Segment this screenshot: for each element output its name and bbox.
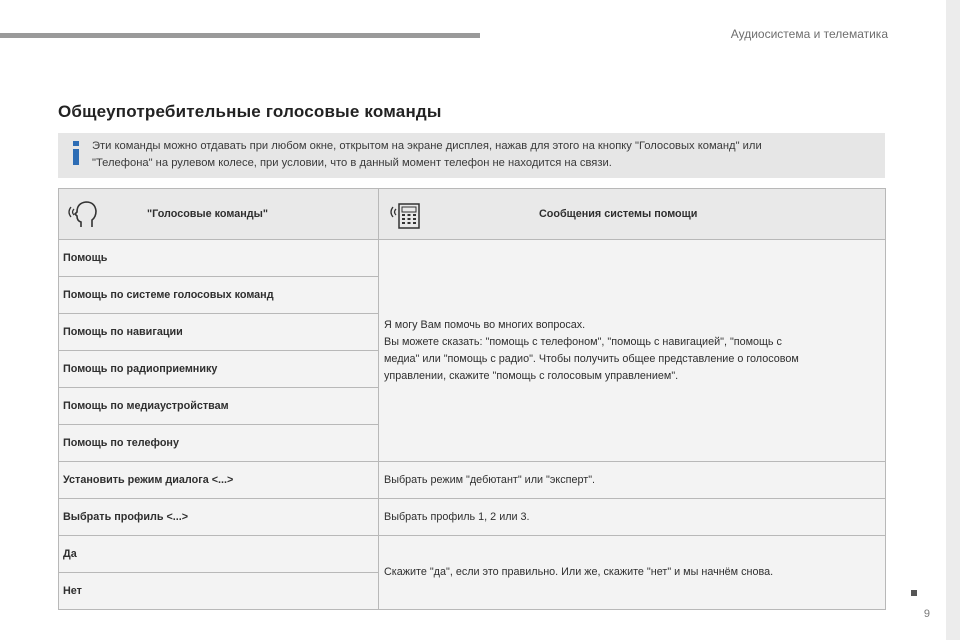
command-cell: Да <box>59 536 379 573</box>
message-cell: Выбрать профиль 1, 2 или 3. <box>379 499 886 536</box>
command-cell: Помощь по системе голосовых команд <box>59 277 379 314</box>
speaking-head-icon <box>67 197 101 231</box>
help-message-line: Вы можете сказать: "помощь с телефоном", "помощь с навигацией", "помощь с <box>384 335 782 348</box>
table-row <box>59 499 886 536</box>
help-message-line: Я могу Вам помочь во многих вопросах. <box>384 318 586 331</box>
info-text-line: "Телефона" на рулевом колесе, при условии, что в данный момент телефон не находится на связи. <box>92 157 612 169</box>
command-cell: Нет <box>59 573 379 610</box>
command-cell: Помощь по телефону <box>59 425 379 462</box>
side-strip <box>946 0 960 640</box>
command-cell: Помощь по медиаустройствам <box>59 388 379 425</box>
table-row <box>59 462 886 499</box>
command-cell: Помощь по навигации <box>59 314 379 351</box>
info-icon <box>72 141 80 165</box>
table-row <box>59 536 886 573</box>
command-cell: Помощь <box>59 240 379 277</box>
page-number: 9 <box>923 608 930 620</box>
info-box <box>58 133 885 178</box>
top-divider-bar <box>0 33 480 38</box>
header-help-messages <box>379 189 886 240</box>
header-voice-commands <box>59 189 379 240</box>
message-cell: Скажите "да", если это правильно. Или же, скажите "нет" и мы начнём снова. <box>379 536 886 610</box>
help-message-cell <box>379 240 886 462</box>
header-voice-commands-label: "Голосовые команды" <box>147 208 268 220</box>
page-title: Общеупотребительные голосовые команды <box>58 102 442 121</box>
page-marker <box>911 590 917 596</box>
message-cell: Выбрать режим "дебютант" или "эксперт". <box>379 462 886 499</box>
command-cell: Установить режим диалога <...> <box>59 462 379 499</box>
command-cell: Выбрать профиль <...> <box>59 499 379 536</box>
speaking-keypad-icon <box>387 197 421 231</box>
info-text-line: Эти команды можно отдавать при любом окне, открытом на экране дисплея, нажав для этого на кнопку "Голосовых команд" или <box>92 140 762 152</box>
header-help-messages-label: Сообщения системы помощи <box>539 208 698 220</box>
info-text <box>92 138 872 172</box>
help-message-line: медиа" или "помощь с радио". Чтобы получить общее представление о голосовом <box>384 352 799 365</box>
command-cell: Помощь по радиоприемнику <box>59 351 379 388</box>
section-title: Аудиосистема и телематика <box>730 27 888 41</box>
table-header-row <box>59 189 886 240</box>
voice-commands-table <box>58 188 886 610</box>
help-message-line: управлении, скажите "помощь с голосовым управлением". <box>384 369 679 382</box>
table-row <box>59 240 886 277</box>
